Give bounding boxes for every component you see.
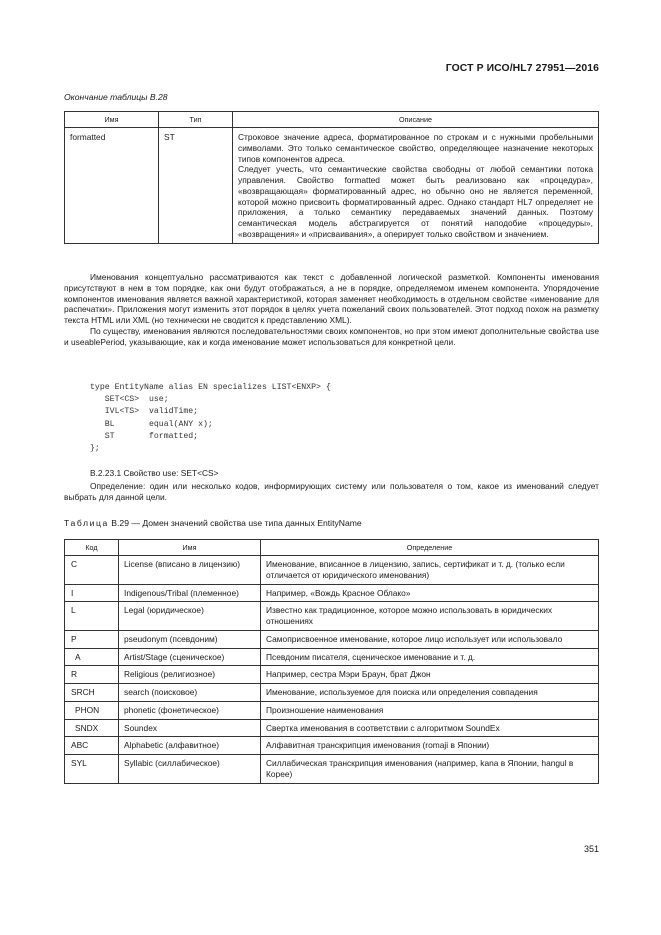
cell-name: pseudonym (псевдоним)	[119, 630, 261, 648]
cell-name: Indigenous/Tribal (племенное)	[119, 584, 261, 602]
cell-definition: Именование, используемое для поиска или определения совпадения	[261, 684, 599, 702]
body-paragraph: По существу, именования являются последовательностями своих компонентов, но при этом имеют дополнительные свойства use и useablePeriod, указывающие, как и когда именование может использоваться для конкретной цели.	[64, 325, 599, 347]
code-line: BL equal(ANY x);	[90, 419, 213, 429]
table-row	[65, 602, 599, 631]
table-b28	[64, 111, 599, 244]
cell-definition: Псевдоним писателя, сценическое именование и т. д.	[261, 648, 599, 666]
code-line: SET<CS> use;	[90, 395, 169, 405]
code-block	[90, 382, 331, 455]
cell-definition: Известно как традиционное, которое можно использовать в юридических отношениях	[261, 602, 599, 631]
body-paragraph: Именования концептуально рассматриваются как текст с добавленной логической разметкой. Компоненты именования присутствуют в нем в том порядке, как они будут отображаться, а не в порядке, определяемом именем компонента. Упорядочение компонентов именования является важной характеристикой, которая заменяет необходимость в отдельном свойстве «именование для распечатки». Приложения могут изменить этот порядок в целях учета пожеланий своих пользователей. Этот подход похож на разметку текста HTML или XML (но технически не сводится к представлению XML).	[64, 272, 599, 325]
body-text	[64, 272, 599, 347]
table-row	[65, 128, 599, 244]
table-row	[65, 556, 599, 585]
table-row	[65, 648, 599, 666]
description-paragraph: Строковое значение адреса, форматированное по строкам и с нужными пробельными символами. Это только семантическое свойство, определяющее назначение некоторых типов компонентов адреса.	[238, 132, 593, 164]
cell-code: SRCH	[65, 684, 119, 702]
code-line: ST formatted;	[90, 431, 199, 441]
table-row	[65, 684, 599, 702]
table-row	[65, 701, 599, 719]
cell-definition: Например, «Вождь Красное Облако»	[261, 584, 599, 602]
cell-definition: Свертка именования в соответствии с алгоритмом SoundEx	[261, 719, 599, 737]
table-row	[65, 737, 599, 755]
table-header-row	[65, 540, 599, 556]
table-row	[65, 666, 599, 684]
cell-name: formatted	[65, 128, 159, 244]
cell-code: I	[65, 584, 119, 602]
cell-name: Religious (религиозное)	[119, 666, 261, 684]
description-paragraph: Следует учесть, что семантические свойства свободны от любой семантики потока управления. Свойство formatted может быть реализовано как «процедура», «возвращающая» форматированный адрес, но обычно оно не является переменной, которой можно присвоить форматированный адрес. Однако стандарт HL7 определяет не приложения, а только семантику передаваемых значений данных. Поэтому семантическая модель абстрагируется от понятий наподобие «процедуры», «возвращения» и «присваивания», а оперирует только свойством и значением.	[238, 164, 593, 239]
cell-definition: Алфавитная транскрипция именования (romaji в Японии)	[261, 737, 599, 755]
table-header-row	[65, 112, 599, 128]
cell-code: PHON	[65, 701, 119, 719]
table-b29-caption	[64, 518, 362, 529]
cell-name: Soundex	[119, 719, 261, 737]
cell-code: R	[65, 666, 119, 684]
cell-name: Artist/Stage (сценическое)	[119, 648, 261, 666]
table-b29	[64, 539, 599, 784]
cell-definition: Например, сестра Мэри Браун, брат Джон	[261, 666, 599, 684]
cell-definition: Произношение наименования	[261, 701, 599, 719]
page-number: 351	[583, 844, 599, 854]
standard-header: ГОСТ Р ИСО/HL7 27951—2016	[445, 63, 599, 74]
cell-code: L	[65, 602, 119, 631]
definition-paragraph: Определение: один или несколько кодов, информирующих систему или пользователя о том, какое из именований следует выбрать для данной цели.	[64, 481, 599, 502]
cell-name: Alphabetic (алфавитное)	[119, 737, 261, 755]
caption-prefix: Таблица	[64, 518, 109, 528]
cell-type: ST	[159, 128, 233, 244]
cell-name: phonetic (фонетическое)	[119, 701, 261, 719]
code-line: IVL<TS> validTime;	[90, 407, 199, 417]
cell-code: SYL	[65, 755, 119, 784]
cell-name: search (поисковое)	[119, 684, 261, 702]
column-header-name: Имя	[119, 540, 261, 556]
definition-text	[64, 481, 599, 503]
cell-definition: Самоприсвоенное именование, которое лицо использует или использовало	[261, 630, 599, 648]
cell-code: P	[65, 630, 119, 648]
table-b28-caption: Окончание таблицы В.28	[64, 92, 168, 102]
column-header-description: Описание	[233, 112, 599, 128]
cell-description	[233, 128, 599, 244]
code-line: type EntityName alias EN specializes LIST<ENXP> {	[90, 383, 331, 392]
table-row	[65, 584, 599, 602]
table-row	[65, 630, 599, 648]
cell-definition: Силлабическая транскрипция именования (например, kana в Японии, hangul в Корее)	[261, 755, 599, 784]
cell-name: License (вписано в лицензию)	[119, 556, 261, 585]
cell-code: ABC	[65, 737, 119, 755]
column-header-name: Имя	[65, 112, 159, 128]
column-header-code: Код	[65, 540, 119, 556]
section-heading: В.2.23.1 Свойство use: SET<CS>	[90, 468, 219, 478]
column-header-definition: Определение	[261, 540, 599, 556]
table-row	[65, 719, 599, 737]
code-line: };	[90, 444, 100, 454]
table-row	[65, 755, 599, 784]
cell-name: Syllabic (силлабическое)	[119, 755, 261, 784]
cell-definition: Именование, вписанное в лицензию, запись, сертификат и т. д. (только если отличается от юридического именования)	[261, 556, 599, 585]
cell-name: Legal (юридическое)	[119, 602, 261, 631]
cell-code: SNDX	[65, 719, 119, 737]
cell-code: A	[65, 648, 119, 666]
caption-rest: В.29 — Домен значений свойства use типа данных EntityName	[108, 518, 362, 528]
column-header-type: Тип	[159, 112, 233, 128]
cell-code: C	[65, 556, 119, 585]
